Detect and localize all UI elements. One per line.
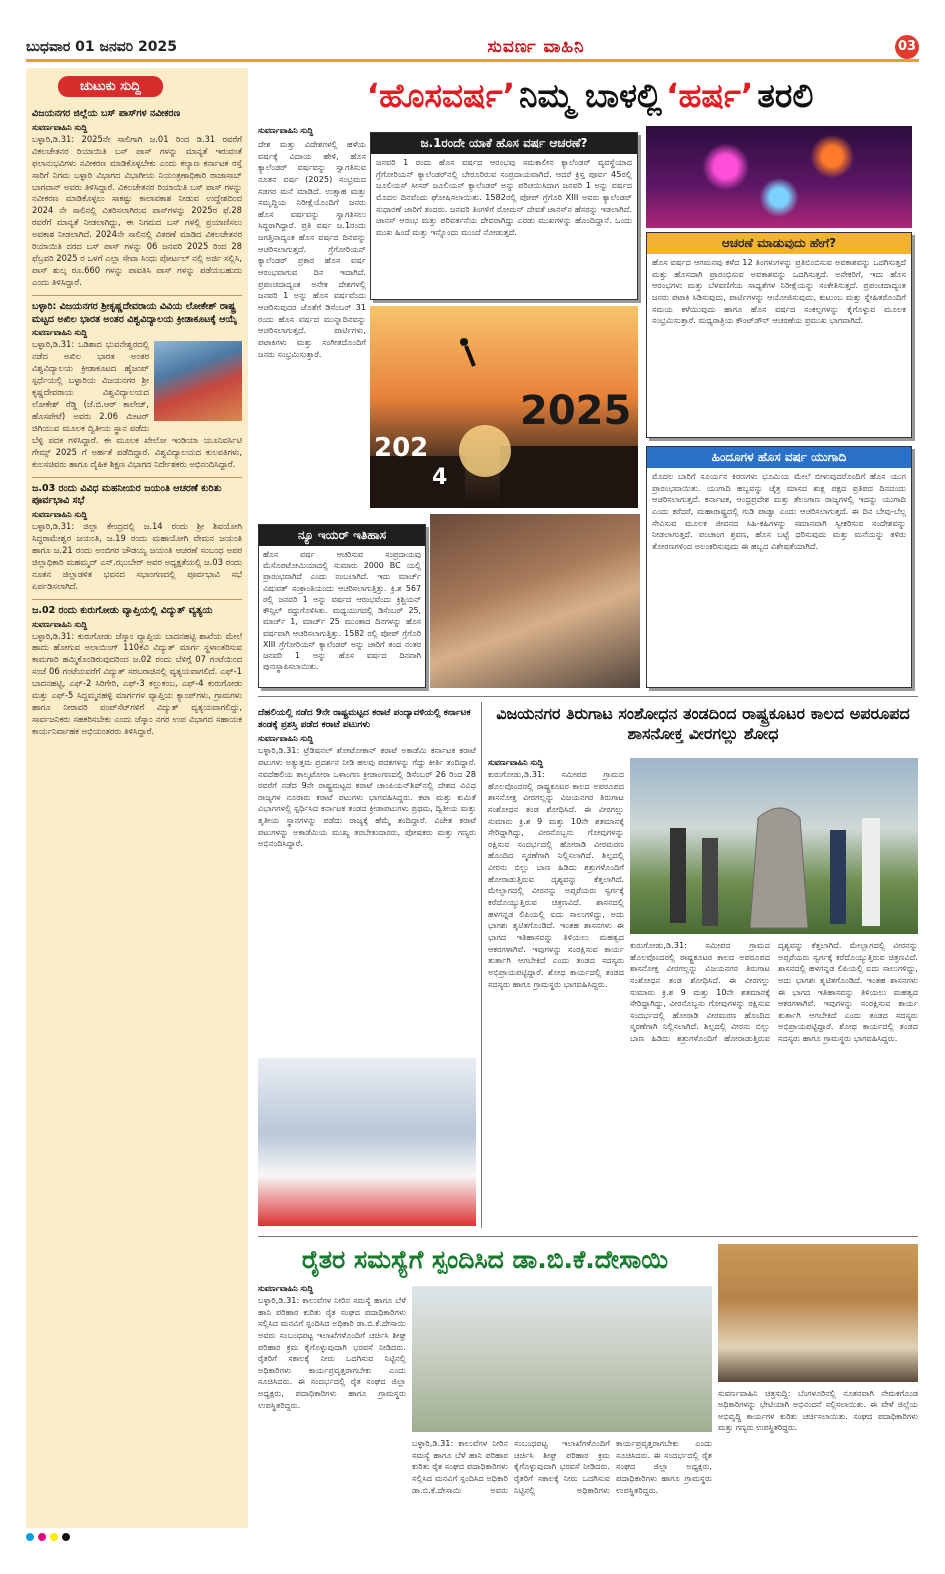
how-to-celebrate-body: ಹೊಸ ವರ್ಷದ ಆಗಮನವು ಕಳೆದ 12 ತಿಂಗಳುಗಳನ್ನು ಪ್ರತಿಬಿಂಬಿಸುವ ಅವಕಾಶವನ್ನು ಒದಗಿಸುತ್ತದೆ ಮತ್ತು ಹೊಸದಾಗಿ ಪ್ರಾರಂಭಿಸುವ ಅವಕಾಶವನ್ನು ಒದಗಿಸುತ್ತದೆ. ಅನೇಕರಿಗೆ, ಇದು ಹೊಸ ಆರಂಭಗಳು ಮತ್ತು ಬೆಳವಣಿಗೆಯ ಸಾಧ್ಯತೆಗಳ ನಿರೀಕ್ಷೆಯನ್ನು ಸಂಕೇತಿಸುತ್ತದೆ. ಪ್ರಪಂಚದಾದ್ಯಂತ ಜನರು ಪಟಾಕಿ ಸಿಡಿಸುವುದು, ಪಾರ್ಟಿಗಳನ್ನು ಆಯೋಜಿಸುವುದು, ಕುಟುಂಬ ಮತ್ತು ಸ್ನೇಹಿತರೊಂದಿಗೆ ಸಮಯ ಕಳೆಯುವುದು ಹಾಗೂ ಹೊಸ ವರ್ಷದ ಸಂಕಲ್ಪಗಳನ್ನು ಕೈಗೊಳ್ಳುವ ಮೂಲಕ ಸಂಭ್ರಮಿಸುತ್ತಾರೆ. ಮಧ್ಯರಾತ್ರಿಯ ಕೌಂಟ್‌ಡೌನ್ ಆಚರಣೆಯ ಪ್ರಮುಖ ಭಾಗವಾಗಿದೆ. [652,257,906,326]
why-jan1-box [370,132,638,300]
headline-part-joy: ‘ಹರ್ಷ’ [665,76,754,115]
hero-stone-graphic [750,808,808,928]
print-color-marks [26,1532,919,1542]
yellow-mark [50,1533,58,1541]
new-year-history-box [258,524,426,688]
page-number: 03 [895,35,919,59]
karate-byline: ಸುವರ್ಣವಾಹಿನಿ ಸುದ್ದಿ [258,734,314,744]
history-body: ಹೊಸ ವರ್ಷ ಆಚರಿಸುವ ಸಂಪ್ರದಾಯವು ಮೆಸೊಪಟೋಮಿಯಾದಲ್ಲಿ ಸುಮಾರು 2000 BC ಯಲ್ಲಿ ಪ್ರಾರಂಭವಾಗಿದೆ ಎಂದು ನಂಬಲಾಗಿದೆ. ಇದು ಮಾರ್ಚ್ ವಿಷುವತ್ ಸಂಕ್ರಾಂತಿಯಂದು ಆಚರಿಸಲಾಗುತ್ತಿತ್ತು. ಕ್ರಿ.ಶ 567 ರಲ್ಲಿ ಜನವರಿ 1 ಅನ್ನು ವರ್ಷದ ಆರಂಭವೆಂದು ಕ್ರಿಶ್ಚಿಯನ್ ಕೌನ್ಸಿಲ್ ರದ್ದುಗೊಳಿಸಿತು. ಮಧ್ಯಯುಗದಲ್ಲಿ ಡಿಸೆಂಬರ್ 25, ಮಾರ್ಚ್ 1, ಮಾರ್ಚ್ 25 ಮುಂತಾದ ದಿನಗಳನ್ನು ಹೊಸ ವರ್ಷವಾಗಿ ಆಚರಿಸಲಾಗುತ್ತಿತ್ತು. 1582 ರಲ್ಲಿ ಪೋಪ್ ಗ್ರೆಗೊರಿ XIII ಗ್ರೆಗೋರಿಯನ್ ಕ್ಯಾಲೆಂಡರ್ ಅನ್ನು ಜಾರಿಗೆ ತಂದ ನಂತರ ಜನವರಿ 1 ಅನ್ನು ಹೊಸ ವರ್ಷದ ದಿನವಾಗಿ ಪುನಃಸ್ಥಾಪಿಸಲಾಯಿತು. [263,550,421,672]
brief-item-body: ಬಳ್ಳಾರಿ,ಡಿ.31: ಒಡಿಶಾದ ಭುವನೇಶ್ವರದಲ್ಲಿ ನಡೆದ ಅಖಿಲ ಭಾರತ ಅಂತರ ವಿಶ್ವವಿದ್ಯಾಲಯ ಕ್ರೀಡಾಕೂಟದ ಹೈಜಂಪ್ ಸ್ಪರ್ಧೆಯಲ್ಲಿ ಬಳ್ಳಾರಿಯ ವಿಜಯನಗರ ಶ್ರೀ ಕೃಷ್ಣದೇವರಾಯ ವಿಶ್ವವಿದ್ಯಾಲಯದ ಲೋಕೇಶ್ ರೆಡ್ಡಿ (ಜೆ.ಬಿ.ಆರ್ ಕಾಲೇಜ್, ಹೊಸಪೇಟೆ) ಅವರು 2.06 ಮೀಟರ್ ಜಿಗಿಯುವ ಮೂಲಕ ದ್ವಿತೀಯ ಸ್ಥಾನ ಪಡೆದು ಬೆಳ್ಳಿ ಪದಕ ಗಳಿಸಿದ್ದಾರೆ. ಈ ಮೂಲಕ ಖೇಲೋ ಇಂಡಿಯಾ ಯೂನಿವರ್ಸಿಟಿ ಗೇಮ್ಸ್ 2025 ಗೆ ಅರ್ಹತೆ ಪಡೆದಿದ್ದಾರೆ. ವಿಶ್ವವಿದ್ಯಾಲಯದ ಕುಲಪತಿಗಳು, ಕುಲಸಚಿವರು ಹಾಗೂ ದೈಹಿಕ ಶಿಕ್ಷಣ ವಿಭಾಗದ ನಿರ್ದೇಶಕರು ಅಭಿನಂದಿಸಿದ್ದಾರೆ. [32,339,242,469]
brief-item [32,605,242,738]
year-2024-graphic-text: 202 [374,433,429,463]
svg-text:4: 4 [432,465,448,490]
brief-news-tag: ಚುಟುಕು ಸುದ್ದಿ [58,76,163,97]
brief-item [32,483,242,593]
brief-item [32,108,242,289]
article-byline: ಸುವರ್ಣವಾಹಿನಿ ಸುದ್ದಿ [258,126,314,135]
office-meeting-photo [718,1244,918,1382]
new-year-article [258,126,366,506]
brief-item-body: ಬಳ್ಳಾರಿ,ಡಿ.31: 2025ನೇ ಸಾಲಿಗಾಗಿ ಜ.01 ರಿಂದ ಡಿ.31 ರವರೆಗೆ ವಿಕಲಚೇತನರ ರಿಯಾಯಿತಿ ಬಸ್ ಪಾಸ್ ಗಳನ್ನು ಮಾನ್ಯತೆ ಇರುವಂತೆ ಫಲಾನುಭವಿಗಳು ನವೀಕರಣ ಮಾಡಿಕೊಳ್ಳಬೇಕು ಎಂದು ಕಲ್ಯಾಣ ಕರ್ನಾಟಕ ರಸ್ತೆ ಸಾರಿಗೆ ನಿಗಮ ಬಳ್ಳಾರಿ ವಿಭಾಗದ ವಿಭಾಗೀಯ ನಿಯಂತ್ರಣಾಧಿಕಾರಿ ರಾಜಾಸಾಬ್ ಬಾಗವಾನ್ ಅವರು ತಿಳಿಸಿದ್ದಾರೆ. ವಿಕಲಚೇತನರ ರಿಯಾಯಿತಿ ಬಸ್ ಪಾಸ್ ಗಳನ್ನು ನವೀಕರಣ ಮಾಡಿಕೊಳ್ಳಲು ಸಾಕಷ್ಟು ಕಾಲಾವಕಾಶ ನೀಡುವ ಉದ್ದೇಶದಿಂದ 2024 ನೇ ಸಾಲಿನಲ್ಲಿ ವಿತರಿಸಲಾಗಿರುವ ಪಾಸ್‌ಗಳನ್ನು 2025ರ ಫೆ.28 ರವರೆಗೆ ಮಾನ್ಯತೆ ನೀಡಲಾಗಿದ್ದು, ಈ ನಿಗಮದ ಬಸ್ ಗಳಲ್ಲಿ ಪ್ರಯಾಣಿಸಲು ಅವಕಾಶ ನೀಡಲಾಗಿದೆ. 2024ನೇ ಸಾಲಿನಲ್ಲಿ ವಿತರಣೆ ಮಾಡಿದ ವಿಕಲಚೇತನರ ರಿಯಾಯಿತಿ ದರದ ಬಸ್ ಪಾಸ್ ಗಳನ್ನು 06 ಜನವರಿ 2025 ರಿಂದ 28 ಫೆಬ್ರವರಿ 2025 ರ ಒಳಗೆ ಎಲ್ಲಾ ಸೇವಾ ಸಿಂಧು ಪೋರ್ಟಲ್ ನಲ್ಲಿ ಅರ್ಜಿ ಸಲ್ಲಿಸಿ, ಪಾಸ್ ಶುಲ್ಕ ರೂ.660 ಗಳನ್ನು ಪಾವತಿಸಿ ಪಾಸ್ ಗಳನ್ನು ಪಡೆಯಬಹುದು ಎಂದು ತಿಳಿಸಿದ್ದಾರೆ. [32,133,242,287]
article-body: ದೇಶ ಮತ್ತು ವಿದೇಶಗಳಲ್ಲಿ ಹಳೆಯ ವರ್ಷಕ್ಕೆ ವಿದಾಯ ಹೇಳಿ, ಹೊಸ ಕ್ಯಾಲೆಂಡರ್ ವರ್ಷವನ್ನು ಸ್ವಾಗತಿಸುವ ನೂತನ ವರ್ಷ (2025) ಸಂಭ್ರಮದ ಸಡಗರ ಮನೆ ಮಾಡಿದೆ. ಉತ್ಸಾಹ ಮತ್ತು ಸಮೃದ್ಧಿಯ ನಿರೀಕ್ಷೆಯೊಂದಿಗೆ ಜನರು ಹೊಸ ವರ್ಷವನ್ನು ಸ್ವಾಗತಿಸಲು ಸಿದ್ಧರಾಗಿದ್ದಾರೆ. ಪ್ರತಿ ವರ್ಷ ಜ.1ರಂದು ಜಗತ್ತಿನಾದ್ಯಂತ ಹೊಸ ವರ್ಷದ ದಿನವನ್ನು ಆಚರಿಸಲಾಗುತ್ತದೆ. ಗ್ರೆಗೋರಿಯನ್ ಕ್ಯಾಲೆಂಡರ್ ಪ್ರಕಾರ ಹೊಸ ವರ್ಷ ಆರಂಭವಾಗುವ ದಿನ ಇದಾಗಿದೆ. ಪ್ರಪಂಚದಾದ್ಯಂತ ಅನೇಕ ದೇಶಗಳಲ್ಲಿ ಜನವರಿ 1 ಅನ್ನು ಹೊಸ ವರ್ಷವೆಂದು ಆಚರಿಸುವುದರ ಜೊತೆಗೆ ಡಿಸೆಂಬರ್ 31 ರಂದು ಹೊಸ ವರ್ಷದ ಮುನ್ನಾದಿನವನ್ನು ಆಚರಿಸಲಾಗುತ್ತದೆ. ಪಾರ್ಟಿಗಳು, ಪಟಾಕಿಗಳು ಮತ್ತು ಸಂಗೀತದೊಂದಿಗೆ ಜನರು ಸಂಭ್ರಮಿಸುತ್ತಾರೆ. [258,139,366,359]
ugadi-box [646,446,912,688]
headline-part-middle: ನಿಮ್ಮ ಬಾಳಲ್ಲಿ [519,76,662,115]
divider [32,295,242,296]
year-2025-graphic-text: 2025 [520,388,632,434]
farmers-byline: ಸುವರ್ಣವಾಹಿನಿ ಸುದ್ದಿ [258,1284,314,1293]
brief-item-byline: ಸುವರ್ಣವಾಹಿನಿ ಸುದ್ದಿ [32,510,88,520]
how-to-celebrate-title: ಆಚರಣೆ ಮಾಡುವುದು ಹೇಗೆ? [647,233,911,254]
hero-stone-body: ಕುರುಗೋಡು,ಡಿ.31: ಸಮೀಪದ ಗ್ರಾಮದ ಹೊಲವೊಂದರಲ್ಲಿ ರಾಷ್ಟ್ರಕೂಟರ ಕಾಲದ ಅಪರೂಪದ ಶಾಸನೋಕ್ತ ವೀರಗಲ್ಲನ್ನು ವಿಜಯನಗರ ತಿರುಗಾಟ ಸಂಶೋಧನ ತಂಡ ಶೋಧಿಸಿದೆ. ಈ ವೀರಗಲ್ಲು ಸುಮಾರು ಕ್ರಿ.ಶ 9 ಮತ್ತು 10ನೇ ಶತಮಾನಕ್ಕೆ ಸೇರಿದ್ದಾಗಿದ್ದು, ವೀರನೊಬ್ಬನು ಗೋವುಗಳನ್ನು ರಕ್ಷಿಸುವ ಸಂದರ್ಭದಲ್ಲಿ ಹೋರಾಡಿ ವೀರಮರಣ ಹೊಂದಿದ ಸ್ಮರಣೆಗಾಗಿ ನಿಲ್ಲಿಸಲಾಗಿದೆ. ಶಿಲ್ಪದಲ್ಲಿ ವೀರನು ಬಿಲ್ಲು ಬಾಣ ಹಿಡಿದು ಶತ್ರುಗಳೊಂದಿಗೆ ಹೋರಾಡುತ್ತಿರುವ ದೃಶ್ಯವನ್ನು ಕೆತ್ತಲಾಗಿದೆ. ಮೇಲ್ಭಾಗದಲ್ಲಿ ವೀರನನ್ನು ಅಪ್ಸರೆಯರು ಸ್ವರ್ಗಕ್ಕೆ ಕರೆದೊಯ್ಯುತ್ತಿರುವ ಚಿತ್ರಣವಿದೆ. ಶಾಸನದಲ್ಲಿ ಹಳಗನ್ನಡ ಲಿಪಿಯಲ್ಲಿ ಐದು ಸಾಲುಗಳಿದ್ದು, ಅದು ಭಾಗಶಃ ತೃಟಿತಗೊಂಡಿದೆ. ಇಂತಹ ಶಾಸನಗಳು ಈ ಭಾಗದ ಇತಿಹಾಸವನ್ನು ತಿಳಿಯಲು ಮಹತ್ವದ ಆಕರಗಳಾಗಿವೆ. ಇವುಗಳನ್ನು ಸಂರಕ್ಷಿಸುವ ಕಾರ್ಯ ತುರ್ತಾಗಿ ಆಗಬೇಕಿದೆ ಎಂದು ತಂಡದ ಸದಸ್ಯರು ಅಭಿಪ್ರಾಯಪಟ್ಟಿದ್ದಾರೆ. ಶೋಧ ಕಾರ್ಯದಲ್ಲಿ ತಂಡದ ಸದಸ್ಯರು ಹಾಗೂ ಗ್ರಾಮಸ್ಥರು ಭಾಗವಹಿಸಿದ್ದರು. [488,769,624,989]
farmers-meeting-photo [412,1286,712,1432]
masthead [26,34,919,62]
newspaper-logo: ಸುವರ್ಣ ವಾಹಿನಿ [487,36,585,57]
divider [258,1236,918,1237]
brief-item-body: ಬಳ್ಳಾರಿ,ಡಿ.31: ಕುರುಗೋಡು ಜೆಸ್ಕಾಂ ವ್ಯಾಪ್ತಿಯ ಬಾದನಹಟ್ಟಿ ಶಾಖೆಯ ಮೇಲೆ ಹಾದು ಹೋಗುವ ಅಲಾಯಿಂಗ್ 110ಕೆವಿ ವಿದ್ಯುತ್ ಮಾರ್ಗ ಸ್ಥಳಾಂತರಿಸುವ ಕಾಮಗಾರಿ ಹಮ್ಮಿಕೊಂಡಿರುವುದರಿಂದ ಜ.02 ರಂದು ಬೆಳಿಗ್ಗೆ 07 ಗಂಟೆಯಿಂದ ಸಂಜೆ 06 ಗಂಟೆಯವರೆಗೆ ವಿದ್ಯುತ್ ಸರಬರಾಜಿನಲ್ಲಿ ವ್ಯತ್ಯಯವಾಗಲಿದೆ. ಎಫ್-1 ಬಾದನಹಟ್ಟಿ, ಎಫ್-2 ಸಿರಿಗೇರಿ, ಎಫ್-3 ಕಲ್ಲುಕಂಬ, ಎಫ್-4 ಕುರುಗೋಡು ಮತ್ತು ಎಫ್-5 ಸಿದ್ದಮ್ಮನಹಳ್ಳಿ ಮಾರ್ಗಗಳ ವ್ಯಾಪ್ತಿಯ ಕ್ಯಾಂಪ್‌ಗಳು, ಗ್ರಾಮಗಳು ಹಾಗೂ ನೀರಾವರಿ ಪಂಪ್‌ಸೆಟ್‌ಗಳಿಗೆ ವಿದ್ಯುತ್ ವ್ಯತ್ಯಯವಾಗಲಿದ್ದು, ಸಾರ್ವಜನಿಕರು ಸಹಕರಿಸಬೇಕು ಎಂದು ಜೆಸ್ಕಾಂ ನಗರ ಉಪ ವಿಭಾಗದ ಸಹಾಯಕ ಕಾರ್ಯನಿರ್ವಾಹಕ ಅಭಿಯಂತರರು ತಿಳಿಸಿದ್ದಾರೆ. [32,630,242,736]
brief-item-body: ಬಳ್ಳಾರಿ,ಡಿ.31: ಜಿಲ್ಲಾ ಕೇಂದ್ರದಲ್ಲಿ ಜ.14 ರಂದು ಶ್ರೀ ಶಿವಯೋಗಿ ಸಿದ್ಧರಾಮೇಶ್ವರ ಜಯಂತಿ, ಜ.19 ರಂದು ಮಹಾಯೋಗಿ ವೇಮನ ಜಯಂತಿ ಹಾಗೂ ಜ.21 ರಂದು ಅಂಬಿಗರ ಚೌಡಯ್ಯ ಜಯಂತಿ ಆಚರಣೆ ಸಂಬಂಧ ಅಪರ ಜಿಲ್ಲಾಧಿಕಾರಿ ಮಹಮ್ಮದ್ ಎನ್.ಝುಬೇರ್ ಅವರ ಅಧ್ಯಕ್ಷತೆಯಲ್ಲಿ ಜ.03 ರಂದು ನೂತನ ಜಿಲ್ಲಾಡಳಿತ ಭವನದ ಸಭಾಂಗಣದಲ್ಲಿ ಪೂರ್ವಭಾವಿ ಸಭೆ ಏರ್ಪಡಿಸಲಾಗಿದೆ. [32,521,242,591]
how-to-celebrate-box [646,232,912,438]
magenta-mark [38,1533,46,1541]
karate-headline: ದೆಹಲಿಯಲ್ಲಿ ನಡೆದ 9ನೇ ರಾಷ್ಟ್ರಮಟ್ಟದ ಕರಾಟೆ ಪಂದ್ಯಾವಳಿಯಲ್ಲಿ ಕರ್ನಾಟಕ ತಂಡಕ್ಕೆ ಪ್ರಶಸ್ತಿ ಪಡೆದ ಕರಾಟೆ ಪಟುಗಳು [258,708,471,731]
farmers-body-continued: ಬಳ್ಳಾರಿ,ಡಿ.31: ಕಾಲುವೆಗಳ ನೀರಿನ ಸಮಸ್ಯೆ ಹಾಗೂ ಬೆಳೆ ಹಾನಿ ಪರಿಹಾರ ಕುರಿತು ರೈತ ಸಂಘದ ಪದಾಧಿಕಾರಿಗಳು ಸಲ್ಲಿಸಿದ ಮನವಿಗೆ ಸ್ಪಂದಿಸಿದ ಅಧಿಕಾರಿ ಡಾ.ಬಿ.ಕೆ.ದೇಸಾಯಿ ಅವರು ಸಂಬಂಧಪಟ್ಟ ಇಲಾಖೆಗಳೊಂದಿಗೆ ಚರ್ಚಿಸಿ ಶೀಘ್ರ ಪರಿಹಾರ ಕ್ರಮ ಕೈಗೊಳ್ಳುವುದಾಗಿ ಭರವಸೆ ನೀಡಿದರು. ರೈತರಿಗೆ ಸಕಾಲಕ್ಕೆ ನೀರು ಒದಗಿಸುವ ನಿಟ್ಟಿನಲ್ಲಿ ಅಧಿಕಾರಿಗಳು ಕಾರ್ಯಪ್ರವೃತ್ತರಾಗಬೇಕು ಎಂದು ಸೂಚಿಸಿದರು. ಈ ಸಂದರ್ಭದಲ್ಲಿ ರೈತ ಸಂಘದ ಜಿಲ್ಲಾ ಅಧ್ಯಕ್ಷರು, ಪದಾಧಿಕಾರಿಗಳು ಹಾಗೂ ಗ್ರಾಮಸ್ಥರು ಉಪಸ್ಥಿತರಿದ್ದರು. [412,1438,712,1495]
headline-part-new-year: ‘ಹೊಸವರ್ಷ’ [366,76,516,115]
brief-item-headline: ಜ.02 ರಂದು ಕುರುಗೋಡು ವ್ಯಾಪ್ತಿಯಲ್ಲಿ ವಿದ್ಯುತ್ ವ್ಯತ್ಯಯ [32,604,213,616]
farmers-body: ಬಳ್ಳಾರಿ,ಡಿ.31: ಕಾಲುವೆಗಳ ನೀರಿನ ಸಮಸ್ಯೆ ಹಾಗೂ ಬೆಳೆ ಹಾನಿ ಪರಿಹಾರ ಕುರಿತು ರೈತ ಸಂಘದ ಪದಾಧಿಕಾರಿಗಳು ಸಲ್ಲಿಸಿದ ಮನವಿಗೆ ಸ್ಪಂದಿಸಿದ ಅಧಿಕಾರಿ ಡಾ.ಬಿ.ಕೆ.ದೇಸಾಯಿ ಅವರು ಸಂಬಂಧಪಟ್ಟ ಇಲಾಖೆಗಳೊಂದಿಗೆ ಚರ್ಚಿಸಿ ಶೀಘ್ರ ಪರಿಹಾರ ಕ್ರಮ ಕೈಗೊಳ್ಳುವುದಾಗಿ ಭರವಸೆ ನೀಡಿದರು. ರೈತರಿಗೆ ಸಕಾಲಕ್ಕೆ ನೀರು ಒದಗಿಸುವ ನಿಟ್ಟಿನಲ್ಲಿ ಅಧಿಕಾರಿಗಳು ಕಾರ್ಯಪ್ರವೃತ್ತರಾಗಬೇಕು ಎಂದು ಸೂಚಿಸಿದರು. ಈ ಸಂದರ್ಭದಲ್ಲಿ ರೈತ ಸಂಘದ ಜಿಲ್ಲಾ ಅಧ್ಯಕ್ಷರು, ಪದಾಧಿಕಾರಿಗಳು ಹಾಗೂ ಗ್ರಾಮಸ್ಥರು ಉಪಸ್ಥಿತರಿದ್ದರು. [258,1295,406,1410]
issue-date: ಬುಧವಾರ 01 ಜನವರಿ 2025 [26,38,177,55]
karate-article [258,702,476,1052]
brief-item-byline: ಸುವರ್ಣವಾಹಿನಿ ಸುದ್ದಿ [32,619,88,629]
history-title: ನ್ಯೂ ಇಯರ್ ಇತಿಹಾಸ [259,525,425,546]
cliff-jump-graphic [370,306,638,508]
why-jan1-body: ಜನವರಿ 1 ರಂದು ಹೊಸ ವರ್ಷದ ಆರಂಭವು ಸಮಕಾಲೀನ ಕ್ಯಾಲೆಂಡರ್ ವ್ಯವಸ್ಥೆಯಾದ ಗ್ರೆಗೋರಿಯನ್ ಕ್ಯಾಲೆಂಡರ್‌ನಲ್ಲಿ ಬೇರೂರಿರುವ ಸಂಪ್ರದಾಯವಾಗಿದೆ. ಆದರೆ ಕ್ರಿಸ್ತ ಪೂರ್ವ 45ರಲ್ಲಿ ಜೂಲಿಯಸ್ ಸೀಸರ್ ಜೂಲಿಯನ್ ಕ್ಯಾಲೆಂಡರ್ ಅನ್ನು ಪರಿಚಯಿಸಿದಾಗ ಜನವರಿ 1 ಅನ್ನು ವರ್ಷದ ಮೊದಲ ದಿನವೆಂದು ಘೋಷಿಸಲಾಯಿತು. 1582ರಲ್ಲಿ ಪೋಪ್ ಗ್ರೆಗೊರಿ XIII ಅವರು ಕ್ಯಾಲೆಂಡರ್ ಸುಧಾರಣೆ ಜಾರಿಗೆ ತಂದರು. ಜನವರಿ ತಿಂಗಳಿಗೆ ರೋಮನ್ ದೇವತೆ ಜಾನಸ್‌ನ ಹೆಸರನ್ನು ಇಡಲಾಗಿದೆ. ಜಾನಸ್ ಆರಂಭ ಮತ್ತು ಪರಿವರ್ತನೆಯ ದೇವರಾಗಿದ್ದು ಎರಡು ಮುಖಗಳನ್ನು ಹೊಂದಿದ್ದಾನೆ. ಒಂದು ಮುಖ ಹಿಂದೆ ಮತ್ತು ಇನ್ನೊಂದು ಮುಂದೆ ನೋಡುತ್ತದೆ. [376,157,632,237]
ugadi-title: ಹಿಂದೂಗಳ ಹೊಸ ವರ್ಷ ಯುಗಾದಿ [647,447,911,468]
brief-item-byline: ಸುವರ್ಣವಾಹಿನಿ ಸುದ್ದಿ [32,122,88,132]
new-year-party-photo [430,514,640,688]
photo-news-caption-text: ಸುವರ್ಣವಾಹಿನಿ ಚಿತ್ರಸುದ್ದಿ: ಬೆಂಗಳೂರಿನಲ್ಲಿ ನೂತನವಾಗಿ ನೇಮಕಗೊಂಡ ಅಧಿಕಾರಿಗಳನ್ನು ಭೇಟಿಯಾಗಿ ಅಭಿನಂದನೆ ಸಲ್ಲಿಸಲಾಯಿತು. ಈ ವೇಳೆ ಜಿಲ್ಲೆಯ ಅಭಿವೃದ್ಧಿ ಕಾರ್ಯಗಳ ಕುರಿತು ಚರ್ಚಿಸಲಾಯಿತು. ಸಂಘದ ಪದಾಧಿಕಾರಿಗಳು ಮತ್ತು ಗಣ್ಯರು ಉಪಸ್ಥಿತರಿದ್ದರು. [718,1389,918,1433]
cyan-mark [26,1533,34,1541]
brief-news-column [26,68,248,1528]
hero-stone-byline: ಸುವರ್ಣವಾಹಿನಿ ಸುದ್ದಿ [488,758,544,767]
high-jump-athlete-photo [154,341,242,421]
ugadi-body: ಮೊದಲ ಬಾರಿಗೆ ಸೂರ್ಯನ ಕಿರಣಗಳು ಭೂಮಿಯ ಮೇಲೆ ಬೀಳುವುದರೊಂದಿಗೆ ಹೊಸ ಯುಗ ಪ್ರಾರಂಭವಾಯಿತು. ಯುಗಾದಿ ಹಬ್ಬವನ್ನು ಚೈತ್ರ ಮಾಸದ ಶುಕ್ಲ ಪಕ್ಷದ ಪ್ರತಿಪದ ದಿನದಂದು ಆಚರಿಸಲಾಗುತ್ತದೆ. ಕರ್ನಾಟಕ, ಆಂಧ್ರಪ್ರದೇಶ ಮತ್ತು ತೆಲಂಗಾಣ ರಾಜ್ಯಗಳಲ್ಲಿ ಇದನ್ನು ಯುಗಾದಿ ಎಂದು ಕರೆದರೆ, ಮಹಾರಾಷ್ಟ್ರದಲ್ಲಿ ಗುಡಿ ಪಾಡ್ವಾ ಎಂದು ಆಚರಿಸಲಾಗುತ್ತದೆ. ಈ ದಿನ ಬೇವು-ಬೆಲ್ಲ ಸೇವಿಸುವ ಮೂಲಕ ಜೀವನದ ಸಿಹಿ-ಕಹಿಗಳನ್ನು ಸಮಾನವಾಗಿ ಸ್ವೀಕರಿಸುವ ಸಂದೇಶವನ್ನು ನೀಡಲಾಗುತ್ತದೆ. ಪಂಚಾಂಗ ಶ್ರವಣ, ಹೊಸ ಬಟ್ಟೆ ಧರಿಸುವುದು ಮತ್ತು ಮನೆಯನ್ನು ತಳಿರು ತೋರಣಗಳಿಂದ ಅಲಂಕರಿಸುವುದು ಈ ಹಬ್ಬದ ವಿಶೇಷತೆಯಾಗಿದೆ. [652,471,906,551]
hero-stone-article-col1 [488,758,624,1230]
main-headline [258,72,918,120]
hero-stone-article-col2 [630,940,918,1230]
divider [32,477,242,478]
divider [481,702,482,1228]
brief-item-headline: ಜ.03 ರಂದು ವಿವಿಧ ಮಹನೀಯರ ಜಯಂತಿ ಆಚರಣೆ ಕುರಿತು ಪೂರ್ವಭಾವಿ ಸಭೆ [32,482,222,507]
divider [32,599,242,600]
fireworks-photo [646,126,912,228]
why-jan1-title: ಜ.1ರಂದೇ ಯಾಕೆ ಹೊಸ ವರ್ಷ ಆಚರಣೆ? [371,133,637,154]
new-year-2025-photo [370,306,638,508]
hero-stone-photo [630,758,918,934]
farmers-article-continued [412,1438,712,1528]
photo-news-caption [718,1388,918,1528]
headline-part-end: ತರಲಿ [757,76,814,115]
farmers-headline: ರೈತರ ಸಮಸ್ಯೆಗೆ ಸ್ಪಂದಿಸಿದ ಡಾ.ಬಿ.ಕೆ.ದೇಸಾಯಿ [301,1245,669,1274]
hero-stone-body-continued: ಕುರುಗೋಡು,ಡಿ.31: ಸಮೀಪದ ಗ್ರಾಮದ ಹೊಲವೊಂದರಲ್ಲಿ ರಾಷ್ಟ್ರಕೂಟರ ಕಾಲದ ಅಪರೂಪದ ಶಾಸನೋಕ್ತ ವೀರಗಲ್ಲನ್ನು ವಿಜಯನಗರ ತಿರುಗಾಟ ಸಂಶೋಧನ ತಂಡ ಶೋಧಿಸಿದೆ. ಈ ವೀರಗಲ್ಲು ಸುಮಾರು ಕ್ರಿ.ಶ 9 ಮತ್ತು 10ನೇ ಶತಮಾನಕ್ಕೆ ಸೇರಿದ್ದಾಗಿದ್ದು, ವೀರನೊಬ್ಬನು ಗೋವುಗಳನ್ನು ರಕ್ಷಿಸುವ ಸಂದರ್ಭದಲ್ಲಿ ಹೋರಾಡಿ ವೀರಮರಣ ಹೊಂದಿದ ಸ್ಮರಣೆಗಾಗಿ ನಿಲ್ಲಿಸಲಾಗಿದೆ. ಶಿಲ್ಪದಲ್ಲಿ ವೀರನು ಬಿಲ್ಲು ಬಾಣ ಹಿಡಿದು ಶತ್ರುಗಳೊಂದಿಗೆ ಹೋರಾಡುತ್ತಿರುವ ದೃಶ್ಯವನ್ನು ಕೆತ್ತಲಾಗಿದೆ. ಮೇಲ್ಭಾಗದಲ್ಲಿ ವೀರನನ್ನು ಅಪ್ಸರೆಯರು ಸ್ವರ್ಗಕ್ಕೆ ಕರೆದೊಯ್ಯುತ್ತಿರುವ ಚಿತ್ರಣವಿದೆ. ಶಾಸನದಲ್ಲಿ ಹಳಗನ್ನಡ ಲಿಪಿಯಲ್ಲಿ ಐದು ಸಾಲುಗಳಿದ್ದು, ಅದು ಭಾಗಶಃ ತೃಟಿತಗೊಂಡಿದೆ. ಇಂತಹ ಶಾಸನಗಳು ಈ ಭಾಗದ ಇತಿಹಾಸವನ್ನು ತಿಳಿಯಲು ಮಹತ್ವದ ಆಕರಗಳಾಗಿವೆ. ಇವುಗಳನ್ನು ಸಂರಕ್ಷಿಸುವ ಕಾರ್ಯ ತುರ್ತಾಗಿ ಆಗಬೇಕಿದೆ ಎಂದು ತಂಡದ ಸದಸ್ಯರು ಅಭಿಪ್ರಾಯಪಟ್ಟಿದ್ದಾರೆ. ಶೋಧ ಕಾರ್ಯದಲ್ಲಿ ತಂಡದ ಸದಸ್ಯರು ಹಾಗೂ ಗ್ರಾಮಸ್ಥರು ಭಾಗವಹಿಸಿದ್ದರು. [630,940,918,1044]
karate-body: ಬಳ್ಳಾರಿ,ಡಿ.31: ಟ್ರೆಡಿಷನಲ್ ಶೋಟೋಕಾನ್ ಕರಾಟೆ ಅಕಾಡೆಮಿ ಕರ್ನಾಟಕ ಕರಾಟೆ ಪಟುಗಳು ಅತ್ಯುತ್ತಮ ಪ್ರದರ್ಶನ ನೀಡಿ ಹಲವು ಪದಕಗಳನ್ನು ಗೆದ್ದು ಕೀರ್ತಿ ತಂದಿದ್ದಾರೆ. ನವದೆಹಲಿಯ ತಾಲ್ಕಟೋರಾ ಒಳಾಂಗಣ ಕ್ರೀಡಾಂಗಣದಲ್ಲಿ ಡಿಸೆಂಬರ್ 26 ರಿಂದ 28 ರವರೆಗೆ ನಡೆದ 9ನೇ ರಾಷ್ಟ್ರಮಟ್ಟದ ಕರಾಟೆ ಚಾಂಪಿಯನ್‌ಶಿಪ್‌ನಲ್ಲಿ ದೇಶದ ವಿವಿಧ ರಾಜ್ಯಗಳ ನೂರಾರು ಕರಾಟೆ ಪಟುಗಳು ಭಾಗವಹಿಸಿದ್ದರು. ಕಟಾ ಮತ್ತು ಕುಮಿತೆ ವಿಭಾಗಗಳಲ್ಲಿ ಸ್ಪರ್ಧಿಸಿದ ಕರ್ನಾಟಕ ತಂಡದ ಕ್ರೀಡಾಪಟುಗಳು ಪ್ರಥಮ, ದ್ವಿತೀಯ ಮತ್ತು ತೃತೀಯ ಸ್ಥಾನಗಳನ್ನು ಪಡೆದು ರಾಜ್ಯಕ್ಕೆ ಹೆಮ್ಮೆ ತಂದಿದ್ದಾರೆ. ವಿಜೇತ ಕರಾಟೆ ಪಟುಗಳನ್ನು ಅಕಾಡೆಮಿಯ ಮುಖ್ಯ ತರಬೇತುದಾರರು, ಪೋಷಕರು ಮತ್ತು ಗಣ್ಯರು ಅಭಿನಂದಿಸಿದ್ದಾರೆ. [258,745,476,849]
black-mark [62,1533,70,1541]
brief-item-headline: ಬಳ್ಳಾರಿ: ವಿಜಯನಗರ ಶ್ರೀಕೃಷ್ಣದೇವರಾಯ ವಿವಿಯ ಲೋಕೇಶ್ ರಾಷ್ಟ್ರ ಮಟ್ಟದ ಅಖಿಲ ಭಾರತ ಅಂತರ ವಿಶ್ವವಿದ್ಯಾಲಯ ಕ್ರೀಡಾಕೂಟಕ್ಕೆ ಆಯ್ಕೆ [32,300,237,325]
divider [258,696,918,697]
brief-item-headline: ವಿಜಯನಗರ ಜಿಲ್ಲೆಯ ಬಸ್ ಪಾಸ್‌ಗಳ ನವೀಕರಣ [32,108,181,119]
brief-item [32,301,242,471]
brief-item-byline: ಸುವರ್ಣವಾಹಿನಿ ಸುದ್ದಿ [32,328,88,338]
farmers-article [258,1284,406,1528]
hero-stone-headline: ವಿಜಯನಗರ ತಿರುಗಾಟ ಸಂಶೋಧನ ತಂಡದಿಂದ ರಾಷ್ಟ್ರಕೂಟರ ಕಾಲದ ಅಪರೂಪದ ಶಾಸನೋಕ್ತ ವೀರಗಲ್ಲು ಶೋಧ [496,704,910,743]
karate-team-photo [258,1058,476,1226]
